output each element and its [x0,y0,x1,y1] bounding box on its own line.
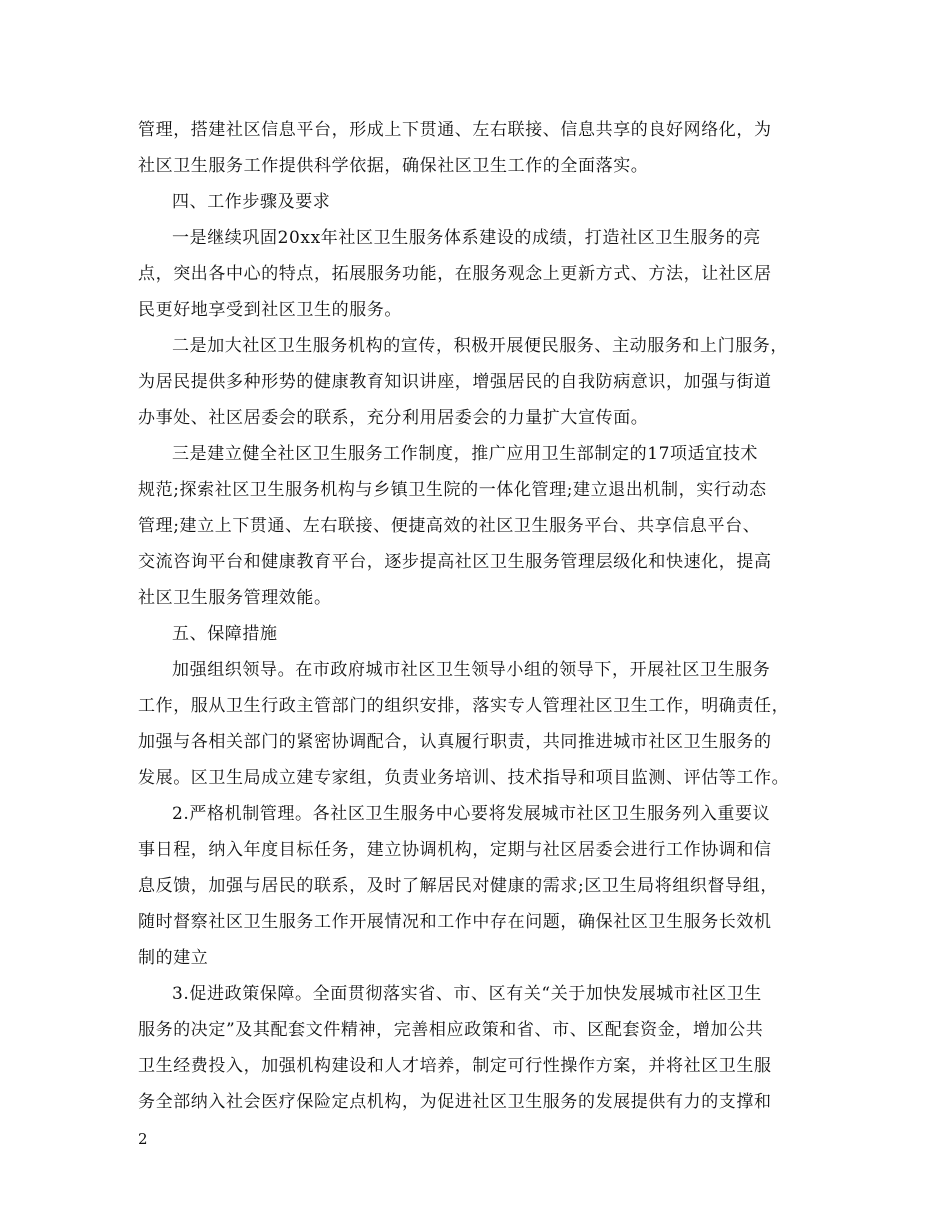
paragraph-measure-3: 3.促进政策保障。全面贯彻落实省、市、区有关“关于加快发展城市社区卫生 服务的决定”及其配套文件精神，完善相应政策和省、市、区配套资金，增加公共 卫生经费投入，加强机构建设和人才培养，制定可行性操作方案，并将社区卫生服 务全部纳入社会医疗保险定点机构，为促进社区卫生服务的发展提供有力的支撑和 [138,984,772,1112]
paragraph-step-1: 一是继续巩固20xx年社区卫生服务体系建设的成绩，打造社区卫生服务的亮 点，突出各中心的特点，拓展服务功能，在服务观念上更新方式、方法，让社区居 民更好地享受到社区卫生的服务。 [138,228,772,320]
paragraph-step-3: 三是建立健全社区卫生服务工作制度，推广应用卫生部制定的17项适宜技术 规范;探索社区卫生服务机构与乡镇卫生院的一体化管理;建立退出机制，实行动态 管理;建立上下贯通、左右联接、便捷高效的社区卫生服务平台、共享信息平台、 交流咨询平台和健康教育平台，逐步提高社区卫生服务管理层级化和快速化，提高 社区卫生服务管理效能。 [138,444,772,608]
paragraph-measure-1: 加强组织领导。在市政府城市社区卫生领导小组的领导下，开展社区卫生服务 工作，服从卫生行政主管部门的组织安排，落实专人管理社区卫生工作，明确责任， 加强与各相关部门的紧密协调配合，认真履行职责，共同推进城市社区卫生服务的 发展。区卫生局成立建专家组，负责业务培训、技术指导和项目监测、评估等工作。 [138,660,790,788]
paragraph-continuation: 管理，搭建社区信息平台，形成上下贯通、左右联接、信息共享的良好网络化，为 社区卫生服务工作提供科学依据，确保社区卫生工作的全面落实。 [138,120,772,176]
paragraph-step-2: 二是加大社区卫生服务机构的宣传，积极开展便民服务、主动服务和上门服务， 为居民提供多种形势的健康教育知识讲座，增强居民的自我防病意识，加强与街道 办事处、社区居委会的联系，充分利用居委会的力量扩大宣传面。 [138,336,788,428]
body-text [138,112,818,1120]
page-number: 2 [138,1130,148,1148]
section-heading-4: 四、工作步骤及要求 [172,192,331,212]
paragraph-measure-2: 2.严格机制管理。各社区卫生服务中心要将发展城市社区卫生服务列入重要议 事日程，纳入年度目标任务，建立协调机构，定期与社区居委会进行工作协调和信 息反馈，加强与居民的联系，及时了解居民对健康的需求;区卫生局将组织督导组， 随时督察社区卫生服务工作开展情况和工作中存在问题，确保社区卫生服务长效机 制的建立 [138,804,778,968]
section-heading-5: 五、保障措施 [172,624,278,644]
